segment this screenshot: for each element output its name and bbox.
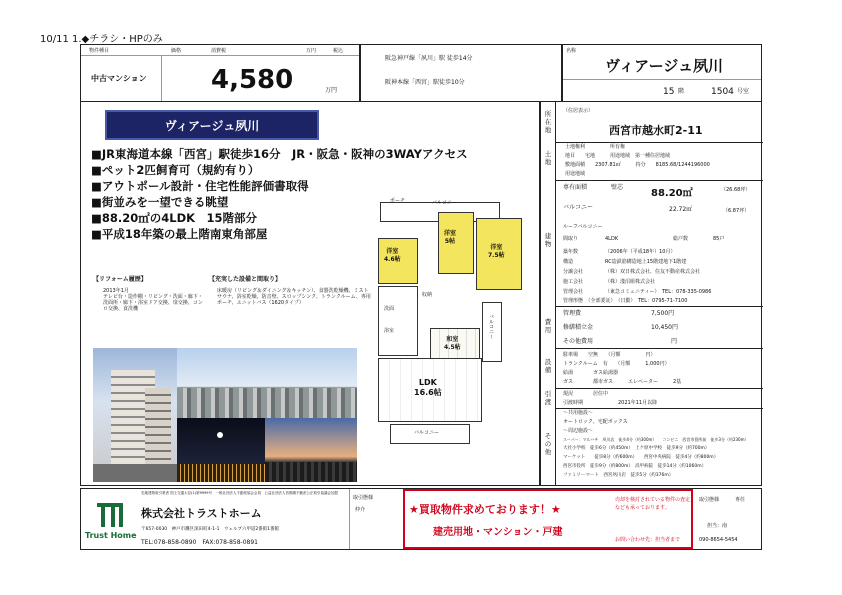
balcony-area-value: 22.72㎡ [669,206,693,213]
notes-row: 大社小学校 徒歩6分（約450m） 上ケ原中学校 徒歩9分（約700m） [563,446,710,451]
western-2-label: 洋室 5帖 [444,230,457,245]
mgmt-fee-label: 管理費 [563,310,582,317]
western-1-label: 洋室 4.6帖 [384,248,401,263]
balcony-bottom-label: バルコニー [414,430,440,436]
feature-item: ■JR東海道本線「西宮」駅徒歩16分 JR・阪急・阪神の3WAYアクセス [91,147,468,161]
porch-label: ポーチ [390,198,406,204]
wash-label: 洗面 [384,306,395,312]
access-line-1: 阪急神戸線「夙川」駅 徒歩14分 [385,55,473,62]
mgmt-fee-value: 7,500円 [651,310,675,317]
western-3-label: 洋室 7.5帖 [488,244,505,259]
price-value: 4,580 [211,65,294,95]
banner-sub: 建売用地・マンション・戸建 [433,527,563,538]
buy-banner [403,489,693,549]
room-unit: 号室 [737,88,750,95]
notes-row: オートロック、宅配ボックス [563,419,628,425]
balcony-area-tsubo: （6.87坪） [723,208,750,214]
feature-item: ■アウトポール設計・住宅性能評価書取得 [91,179,309,193]
feature-item: ■街並みを一望できる眺望 [91,195,229,209]
notes-row: マーケット 徒歩8分（約600m） 西宮中央病院 徒歩4分（約800m） [563,455,719,460]
staff-name: 担当：南 [707,523,728,529]
address-sub: （住居表示） [563,108,594,114]
company-tel: TEL:078-858-0890 FAX:078-858-0891 [141,539,258,546]
property-name: ヴィアージュ夙川 [605,57,724,75]
building-photo [93,348,177,482]
area-label: 専有面積 [563,184,588,191]
balcony-area-label: バルコニー [563,204,594,211]
feature-item: ■ペット2匹飼育可（規約有り） [91,163,260,177]
builder-value: （株）双日株式会社、住友不動産株式会社 [605,269,701,275]
banner-title: ★買取物件求めております！★ [409,503,561,516]
repair-fee-label: 修繕積立金 [563,324,594,331]
constructor-label: 施工会社 [563,279,584,285]
notes-row: ～周辺施設～ [563,428,594,434]
land-row: 敷地面積 2307.81㎡ 持分 8185.68/1244196000 [565,162,710,168]
type-label: 物件種目 [89,48,110,54]
transaction-label: 取引態様 [353,495,374,501]
banner-note-2: なども承っております。 [615,505,670,511]
top-price-box [80,44,360,102]
company-name: 株式会社トラストホーム [141,507,262,520]
facility-section-label: 設備 [544,358,552,374]
logo [87,495,137,543]
logo-text: Trust Home [85,531,137,540]
notes-row: ～共用施設～ [563,410,594,416]
ldk-label: LDK 16.6帖 [414,378,442,397]
facility-row: トランクルーム 有 （月額 1,000円） [563,361,670,367]
deliver-row: 引渡時期 2021年11月以降 [563,400,658,406]
night-view-photo [177,418,265,482]
banner-note-3: お問い合わせ先：担当者まで [615,537,681,543]
structure-label: 構造 [563,259,574,265]
staff-mobile: 090-8654-5454 [699,537,738,543]
facility-row: ガス 都市ガス エレベーター 2基 [563,379,682,385]
price-label: 価格 [171,48,182,54]
access-line-2: 阪神本線「西宮」駅徒歩10分 [385,79,465,86]
units-label: 総戸数 [673,236,689,242]
company-address: 〒657-0030 神戸市灘区深田町4-1-1 ウェルブ六甲道2番街1番館 [141,527,280,532]
other-fee-label: その他費用 [563,338,594,345]
deliver-section-label: 引渡 [544,390,552,406]
notes-row: スーパー：マルハチ 夙川店 徒歩4分（約300m） コンビニ 西宮市役所前 徒歩3分（約230m） [563,437,749,442]
mgmt-label: 管理会社 [563,289,584,295]
sunset-view-photo [265,418,357,482]
access-box [360,44,562,102]
header-line: 10/11 1.◆チラシ・HPのみ [40,34,163,45]
floor-number: 15 [663,87,675,97]
property-type: 中古マンション [91,74,147,83]
banner-note-1: 売却を検討されている物件の査定 [615,497,691,503]
layout-label: 間取り [563,236,579,242]
notes-section-label: その他 [544,432,552,456]
name-label: 名称 [566,48,577,54]
transaction-label-right: 取引態様 [699,497,720,503]
balcony-top-label: バルコニー [432,200,458,206]
right-panel [540,102,762,486]
facility-row: 駐車場 空無 （月額 円） [563,352,656,358]
area-value: 88.20㎡ [651,188,693,199]
staff-type: 専任 [735,497,746,503]
mgmt-form: 管理形態 （全部委託） （日勤） TEL：0795-71-7100 [563,298,688,304]
notes-row: 西宮市役所 徒歩9分（約800m） 浜甲病院 徒歩14分（約1060m） [563,464,707,469]
other-fee-value: 円 [671,338,678,345]
land-row: 土地権利 所有権 [565,144,626,150]
facility-row: 給湯 ガス給湯器 [563,370,619,376]
transaction-value: 仲介 [355,507,366,513]
building-section-label: 建物 [544,232,552,248]
day-view-photo [177,348,357,418]
builder-label: 分譲会社 [563,269,584,275]
land-section-label: 土地 [544,150,552,166]
structure-value: RC造鉄筋構造地上15階建地下1階建 [605,259,687,265]
footer [80,488,762,550]
name-box [562,44,762,102]
deliver-row: 現況 居住中 [563,391,609,397]
equip-title: 【充実した設備と間取り】 [209,276,282,283]
balcony-right-label: バルコニー [488,314,494,339]
roof-balcony-label: ルーフバルコニー [563,224,603,230]
built-value: （2006年（平成18年）10月） [605,249,676,255]
address-section-label: 所在地 [544,110,552,134]
title-banner [105,110,319,140]
units-value: 85戸 [713,236,725,242]
bath-label: 浴室 [384,328,395,334]
feature-item: ■平成18年築の最上階南東角部屋 [91,227,268,241]
layout-value: 4LDK [605,236,619,242]
storage-label: 収納 [422,292,433,298]
room-number: 1504 [711,87,734,97]
fees-section-label: 費用 [544,318,552,334]
constructor-value: （株）淺沼組株式会社 [605,279,656,285]
tax-label: 消費税 [211,48,227,54]
land-row: 地目 宅地 用途地域 第一種住居地域 [565,153,671,159]
reform-text: 2013年1月 テレビ台・造作棚・リビング・洗面・廊下・洗面所・廊下・浴室ドア交換、扉交換、コンロ交換、食洗機 [103,288,203,312]
notes-row: ファミリーマート 西宮夙川店 徒歩5分（約376m） [563,473,674,478]
mgmt-value: （東急コミュニティー） TEL：078-335-0986 [605,289,712,295]
price-unit: 万円 [325,87,338,94]
license-text: 宅地建物取引業者 国土交通大臣(1)第9999号 一般社団法人不動産協会会員 公益社団法人首都圏不動産公正取引協議会加盟 [141,491,338,495]
reform-title: 【リフォーム履歴】 [93,276,147,283]
floor-unit: 階 [678,88,685,95]
area-kind: 壁芯 [611,184,624,191]
equip-text: 床暖房（リビング＆ダイニング＆キッチン）、食器洗乾燥機、ミストサウナ、浴室乾燥、防音壁、スロップシンク、トランクルーム、専用ポーチ、ユニットバス（1620タイプ） [217,288,371,306]
area-tsubo: （26.68坪） [721,187,751,193]
address-value: 西宮市越水町2-11 [609,124,703,137]
feature-item: ■88.20㎡の4LDK 15階部分 [91,211,258,225]
tax-small: 税込 [333,48,344,54]
title-banner-text: ヴィアージュ夙川 [164,118,260,133]
land-row: 用途地域 [565,171,586,177]
unit-small: 万円 [306,48,317,54]
built-label: 築年数 [563,249,579,255]
japanese-label: 和室 4.5帖 [444,336,461,351]
floor-plan [370,190,530,470]
repair-fee-value: 10,450円 [651,324,678,331]
